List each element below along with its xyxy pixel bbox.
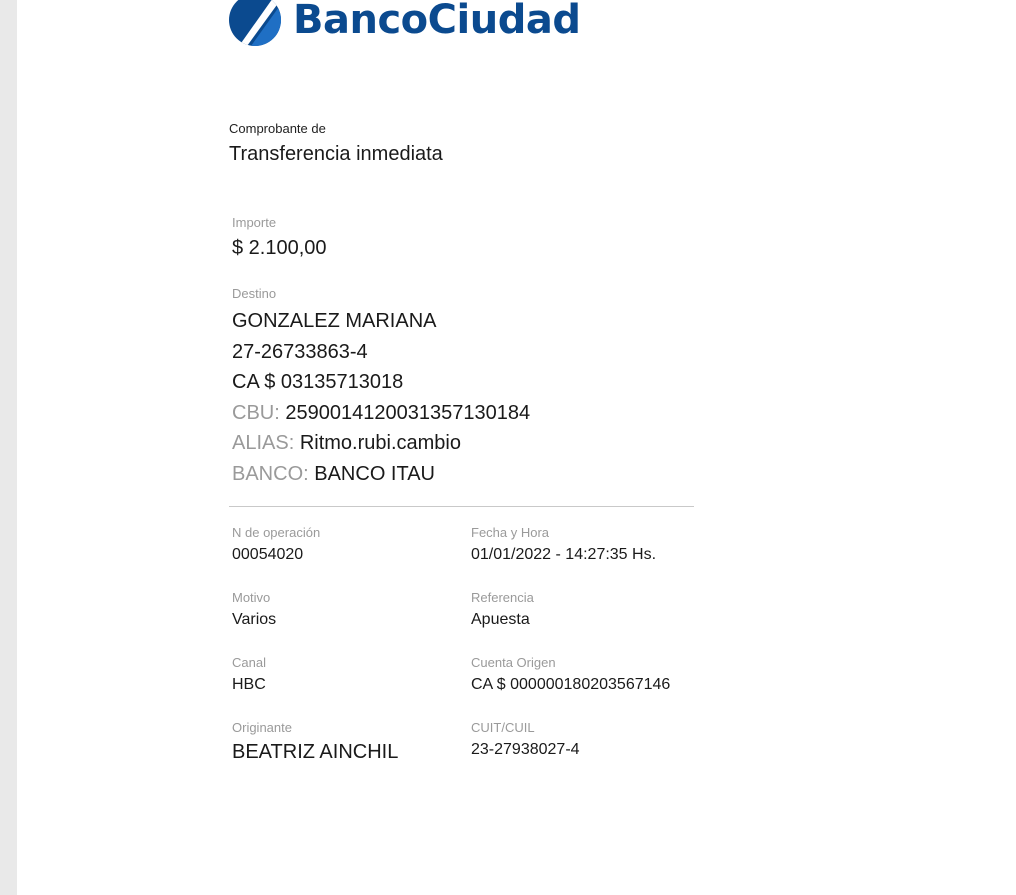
- banco-label: BANCO:: [232, 462, 309, 485]
- motivo-label: Motivo: [232, 590, 271, 605]
- cuit-value: 23-27938027-4: [471, 741, 580, 758]
- banco-value: BANCO ITAU: [314, 462, 436, 485]
- canal-label: Canal: [232, 655, 266, 670]
- operacion-field: [232, 525, 320, 564]
- cuit-label: CUIT/CUIL: [471, 720, 535, 735]
- section-divider: [229, 506, 694, 507]
- canal-field: [232, 655, 266, 694]
- destino-banco: [232, 459, 530, 490]
- operacion-value: 00054020: [232, 546, 304, 563]
- cuenta-origen-field: [471, 655, 670, 694]
- operacion-label: N de operación: [232, 525, 321, 540]
- bank-logo-text: BancoCiudad: [293, 0, 581, 43]
- referencia-value: Apuesta: [471, 611, 530, 628]
- cuit-field: [471, 720, 580, 759]
- cbu-value: 2590014120031357130184: [285, 401, 531, 424]
- originante-field: [232, 720, 398, 764]
- destino-account: CA $ 03135713018: [232, 371, 404, 393]
- alias-label: ALIAS:: [232, 432, 295, 454]
- destino-cbu: [232, 398, 530, 429]
- receipt-title: Transferencia inmediata: [229, 143, 443, 165]
- alias-value: Ritmo.rubi.cambio: [299, 432, 461, 454]
- motivo-value: Varios: [232, 611, 277, 628]
- importe-value: $ 2.100,00: [232, 237, 327, 259]
- fecha-label: Fecha y Hora: [471, 525, 550, 540]
- receipt-page: [17, 0, 1016, 895]
- originante-label: Originante: [232, 720, 292, 735]
- viewer-left-gutter: [0, 0, 17, 895]
- referencia-field: [471, 590, 534, 629]
- originante-value: BEATRIZ AINCHIL: [232, 741, 399, 763]
- receipt-label: Comprobante de: [229, 121, 326, 136]
- cbu-label: CBU:: [232, 401, 280, 424]
- cuenta-origen-label: Cuenta Origen: [471, 655, 556, 670]
- destino-block: [232, 306, 530, 489]
- destino-label: Destino: [232, 286, 277, 301]
- bank-logo: [229, 0, 580, 52]
- referencia-label: Referencia: [471, 590, 534, 605]
- bank-logo-icon: [229, 0, 281, 46]
- cuenta-origen-value: CA $ 000000180203567146: [471, 676, 671, 693]
- fecha-value: 01/01/2022 - 14:27:35 Hs.: [471, 546, 657, 563]
- canal-value: HBC: [232, 676, 266, 693]
- importe-label: Importe: [232, 215, 277, 230]
- destino-alias: [232, 428, 530, 459]
- fecha-field: [471, 525, 656, 564]
- motivo-field: [232, 590, 276, 629]
- destino-cuit: 27-26733863-4: [232, 340, 368, 363]
- destino-name: GONZALEZ MARIANA: [232, 310, 437, 332]
